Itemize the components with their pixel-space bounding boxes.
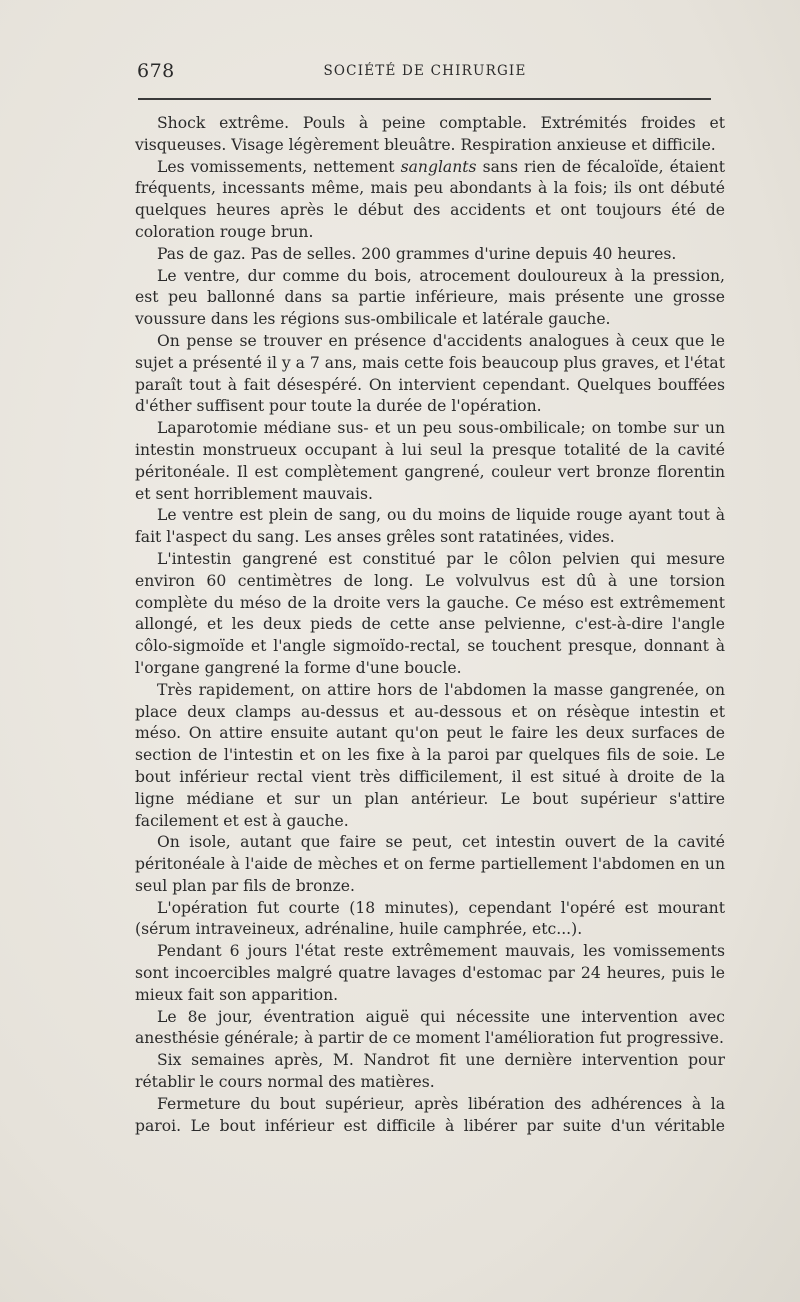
paragraph-text: Les vomissements, nettement (157, 157, 401, 176)
body-text (135, 113, 725, 1137)
paragraph: Le ventre est plein de sang, ou du moins de liquide rouge ayant tout à fait l'aspect du sang. Les anses grêles sont ratatinées, vides. (135, 506, 725, 547)
paragraph: On isole, autant que faire se peut, cet intestin ouvert de la cavité péritonéale à l'aide de mèches et on ferme partiellement l'abdomen en un seul plan par fils de bronze. (135, 833, 725, 895)
paragraph: Laparotomie médiane sus- et un peu sous-ombilicale; on tombe sur un intestin monstrueux occupant à lui seul la presque totalité de la cavité péritonéale. Il est complètement gangrené, couleur vert bronze florentin et sent horriblement mauvais. (135, 419, 725, 503)
header-rule (138, 98, 711, 100)
running-head: SOCIÉTÉ DE CHIRURGIE (323, 63, 527, 79)
paragraph: Fermeture du bout supérieur, après libération des adhérences à la paroi. Le bout inférieur est difficile à libérer par suite d'un véritable (135, 1094, 725, 1135)
paragraph: L'opération fut courte (18 minutes), cependant l'opéré est mourant (sérum intraveineux, adrénaline, huile camphrée, etc...). (135, 898, 725, 939)
paragraph: Shock extrême. Pouls à peine comptable. Extrémités froides et visqueuses. Visage légèrement bleuâtre. Respiration anxieuse et difficile. (135, 114, 725, 154)
paragraph: Très rapidement, on attire hors de l'abdomen la masse gangrenée, on place deux clamps au-dessus et au-dessous et on résèque intestin et méso. On attire ensuite autant qu'on peut le faire les deux surfaces de section de l'intestin et on les fixe à la paroi par quelques fils de soie. Le bout inférieur rectal vient très difficilement, il est situé à droite de la ligne médiane et sur un plan antérieur. Le bout supérieur s'attire facilement et est à gauche. (135, 680, 725, 830)
paragraph: Six semaines après, M. Nandrot fit une dernière intervention pour rétablir le cours normal des matières. (135, 1051, 725, 1092)
page-header (137, 60, 713, 90)
italic-word: sanglants (400, 157, 477, 176)
paragraph-text: sans rien de fécaloïde, étaient fréquents, incessants même, mais peu abondants à la fois; ils ont débuté quelques heures après le début des accidents et ont toujours été de coloration rouge brun. (135, 157, 725, 241)
page-number: 678 (137, 60, 175, 82)
paragraph: Pendant 6 jours l'état reste extrêmement mauvais, les vomissements sont incoercibles malgré quatre lavages d'estomac par 24 heures, puis le mieux fait son apparition. (135, 942, 725, 1004)
paragraph: L'intestin gangrené est constitué par le côlon pelvien qui mesure environ 60 centimètres de long. Le volvulvus est dû à une torsion complète du méso de la droite vers la gauche. Ce méso est extrêmement allongé, et les deux pieds de cette anse pelvienne, c'est-à-dire l'angle côlo-sigmoïde et l'angle sigmoïdo-rectal, se touchent presque, donnant à l'organe gangrené la forme d'une boucle. (135, 549, 725, 677)
paragraph: Pas de gaz. Pas de selles. 200 grammes d'urine depuis 40 heures. (157, 244, 677, 263)
paragraph (135, 157, 725, 244)
paragraph: Le 8e jour, éventration aiguë qui nécessite une intervention avec anesthésie générale; à partir de ce moment l'amélioration fut progressive. (135, 1007, 725, 1048)
paragraph: Le ventre, dur comme du bois, atrocement douloureux à la pression, est peu ballonné dans sa partie inférieure, mais présente une grosse voussure dans les régions sus-ombilicale et latérale gauche. (135, 266, 725, 329)
paragraph: On pense se trouver en présence d'accidents analogues à ceux que le sujet a présenté il y a 7 ans, mais cette fois beaucoup plus graves, et l'état paraît tout à fait désespéré. On intervient cependant. Quelques bouffées d'éther suffisent pour toute la durée de l'opération. (135, 331, 725, 416)
